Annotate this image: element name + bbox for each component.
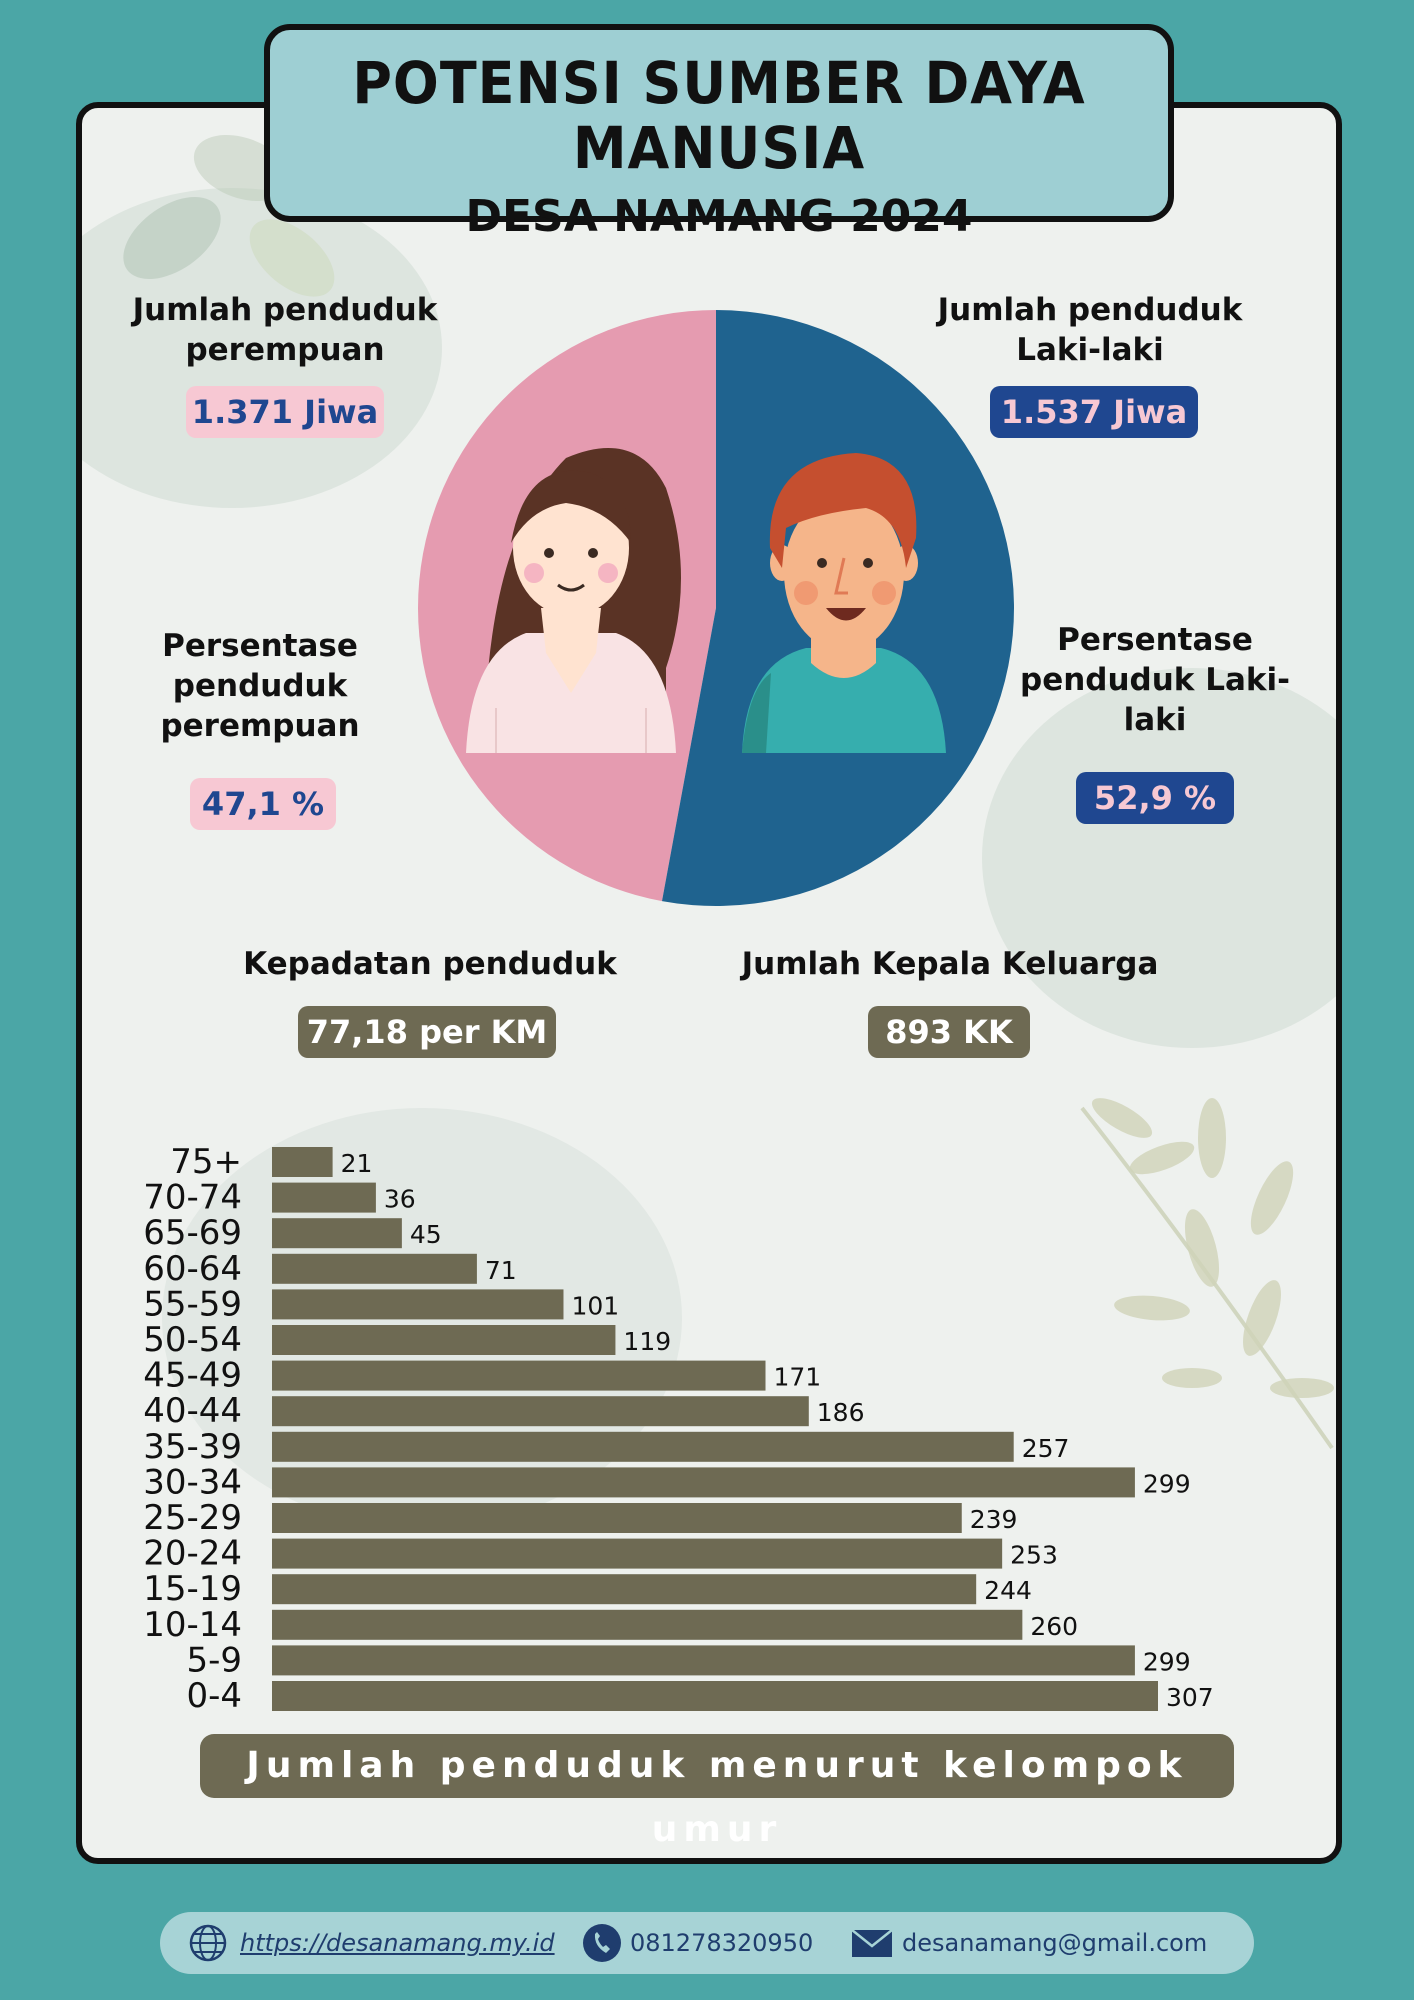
bar-value-label: 186 — [816, 1398, 865, 1428]
age-group-label: 50-54 — [143, 1320, 242, 1360]
phone-number[interactable]: 081278320950 — [630, 1929, 814, 1957]
age-group-label: 70-74 — [143, 1177, 242, 1218]
gender-pie-chart — [416, 308, 1016, 908]
website-link[interactable]: https://desanamang.my.id — [240, 1929, 555, 1957]
female-pct-label: Persentase penduduk perempuan — [160, 628, 360, 744]
bar-value-label: 119 — [623, 1327, 672, 1356]
bar-chart-title: Jumlah penduduk menurut kelompok umur — [200, 1734, 1234, 1798]
age-group-label: 15-19 — [143, 1569, 242, 1610]
bar-value-label: 299 — [1142, 1469, 1191, 1499]
age-group-label: 35-39 — [143, 1426, 242, 1467]
age-group-label: 65-69 — [143, 1213, 242, 1254]
contact-footer — [160, 1912, 1254, 1974]
phone-icon — [582, 1912, 622, 1974]
male-count-label: Jumlah penduduk Laki-laki — [937, 292, 1243, 368]
male-pct-label: Persentase penduduk Laki-laki — [1020, 622, 1290, 738]
mail-icon — [850, 1912, 894, 1974]
male-count-value: 1.537 Jiwa — [990, 386, 1198, 438]
age-group-label: 0-4 — [186, 1676, 242, 1716]
leaf-decoration-bottom — [1042, 1068, 1342, 1488]
age-group-label: 5-9 — [186, 1640, 242, 1681]
age-group-label: 10-14 — [143, 1604, 242, 1645]
age-group-label: 45-49 — [143, 1355, 242, 1396]
bar-value-label: 21 — [340, 1149, 373, 1178]
page-subtitle: DESA NAMANG 2024 — [465, 191, 973, 242]
globe-icon — [188, 1912, 228, 1974]
female-count-label: Jumlah penduduk perempuan — [132, 292, 438, 368]
age-group-label: 75+ — [170, 1142, 242, 1182]
age-group-label: 60-64 — [143, 1248, 242, 1289]
female-pct-value: 47,1 % — [190, 778, 336, 830]
bar-value-label: 260 — [1030, 1611, 1079, 1641]
bar-value-label: 299 — [1142, 1647, 1191, 1677]
bar-value-label: 253 — [1010, 1540, 1058, 1570]
households-value: 893 KK — [868, 1006, 1030, 1058]
bar-value-label: 71 — [484, 1255, 517, 1285]
density-value: 77,18 per KM — [298, 1006, 556, 1058]
email-address[interactable]: desanamang@gmail.com — [902, 1929, 1208, 1957]
age-group-label: 30-34 — [143, 1462, 242, 1503]
households-label: Jumlah Kepala Keluarga — [741, 946, 1159, 982]
title-banner — [264, 24, 1174, 242]
age-group-label: 40-44 — [143, 1391, 242, 1432]
watercolor-wash — [162, 1108, 682, 1528]
bar-value-label: 239 — [969, 1505, 1018, 1534]
bar-value-label: 257 — [1021, 1433, 1070, 1463]
density-label: Kepadatan penduduk — [243, 946, 617, 982]
age-group-label: 25-29 — [143, 1498, 242, 1538]
bar-value-label: 101 — [571, 1291, 620, 1321]
bar-value-label: 36 — [383, 1184, 416, 1214]
age-group-label: 55-59 — [143, 1284, 242, 1325]
bar-value-label: 45 — [409, 1220, 442, 1250]
female-count-value: 1.371 Jiwa — [186, 386, 384, 438]
bar-value-label: 171 — [773, 1362, 822, 1392]
bar-value-label: 244 — [984, 1576, 1032, 1606]
bar-value-label: 307 — [1166, 1683, 1214, 1712]
age-group-label: 20-24 — [143, 1533, 242, 1574]
male-pct-value: 52,9 % — [1076, 772, 1234, 824]
page-title: POTENSI SUMBER DAYA MANUSIA — [352, 49, 1086, 182]
